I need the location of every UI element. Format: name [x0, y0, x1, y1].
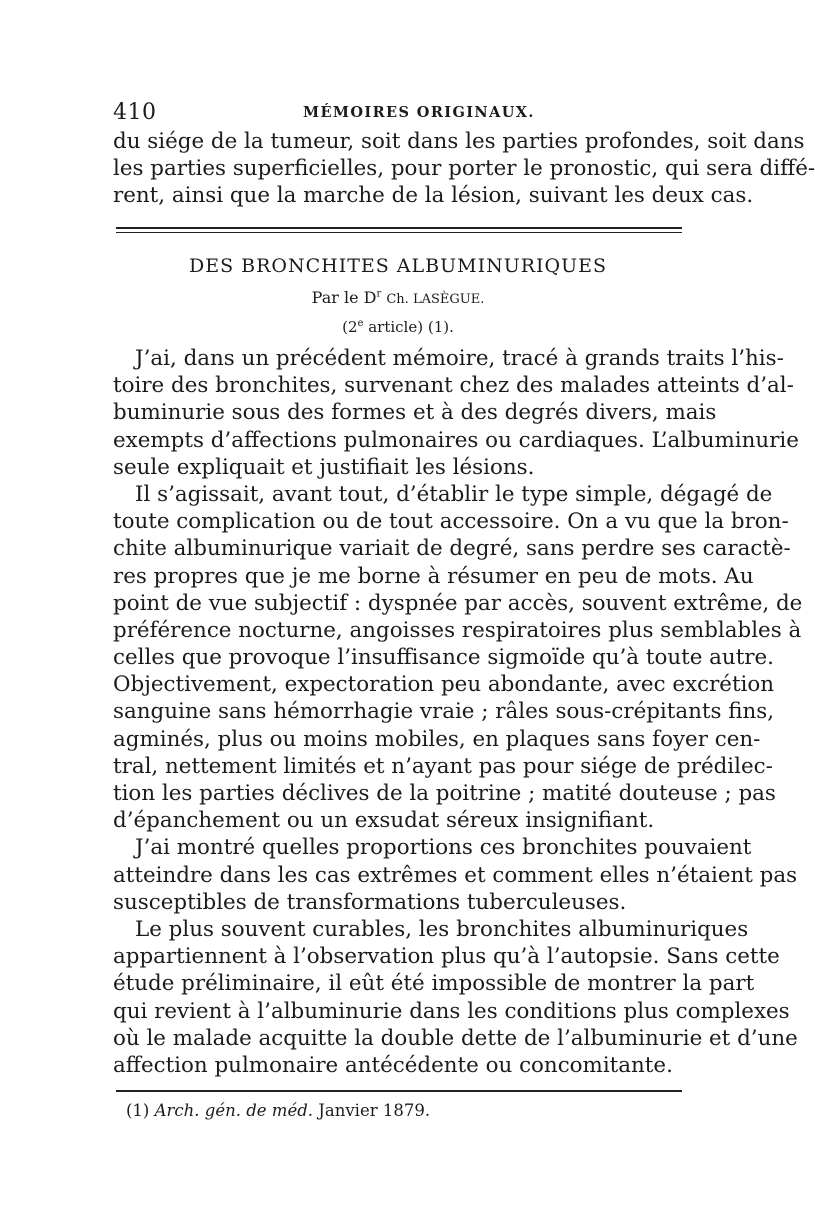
page-number: 410 [113, 100, 157, 125]
footnote-divider [116, 1090, 682, 1092]
text-line: affection pulmonaire antécédente ou concomitante. [113, 1052, 673, 1078]
article-note [113, 318, 683, 336]
text-line: rent, ainsi que la marche de la lésion, suivant les deux cas. [113, 183, 754, 209]
footnote [126, 1101, 686, 1120]
text-line: point de vue subjectif : dyspnée par accès, souvent extrême, de [113, 590, 803, 616]
text-line: du siége de la tumeur, soit dans les parties profondes, soit dans [113, 129, 805, 154]
text-line: agminés, plus ou moins mobiles, en plaques sans foyer cen- [113, 726, 761, 752]
author-title-sup: r [376, 288, 382, 300]
text-line: les parties superficielles, pour porter le pronostic, qui sera diffé- [113, 156, 815, 182]
note-open: (2 [342, 318, 358, 336]
note-sup: e [357, 318, 364, 329]
article-author [113, 288, 683, 307]
intro-paragraph [113, 128, 815, 210]
text-line: chite albuminurique variait de degré, sans perdre ses caractè- [113, 536, 791, 562]
text-line: tral, nettement limités et n’ayant pas pour siége de prédilec- [113, 753, 773, 779]
text-line: exempts d’affections pulmonaires ou cardiaques. L’albuminurie [113, 427, 799, 453]
text-line: atteindre dans les cas extrêmes et comment elles n’étaient pas [113, 862, 798, 888]
author-name: Ch. LASÈGUE. [386, 292, 485, 307]
text-line: tion les parties déclives de la poitrine ; matité douteuse ; pas [113, 781, 776, 806]
text-line: susceptibles de transformations tuberculeuses. [113, 889, 627, 915]
text-line: Objectivement, expectoration peu abondante, avec excrétion [113, 672, 775, 698]
author-prefix: Par le D [311, 288, 377, 307]
text-line: toire des bronchites, survenant chez des malades atteints d’al- [113, 373, 794, 399]
text-line: seule expliquait et justifiait les lésions. [113, 454, 535, 480]
running-title: MÉMOIRES ORIGINAUX. [303, 104, 535, 121]
text-line: sanguine sans hémorrhagie vraie ; râles sous-crépitants fins, [113, 699, 775, 725]
text-line: Le plus souvent curables, les bronchites albuminuriques [135, 916, 749, 942]
text-line: préférence nocturne, angoisses respiratoires plus semblables à [113, 617, 802, 643]
text-line: buminurie sous des formes et à des degrés divers, mais [113, 400, 717, 426]
section-divider [116, 227, 682, 233]
footnote-marker: (1) [126, 1101, 150, 1120]
footnote-date: Janvier 1879. [318, 1101, 431, 1120]
text-line: Il s’agissait, avant tout, d’établir le type simple, dégagé de [135, 481, 773, 507]
text-line: res propres que je me borne à résumer en peu de mots. Au [113, 563, 754, 589]
article-title: DES BRONCHITES ALBUMINURIQUES [188, 255, 608, 277]
text-line: où le malade acquitte la double dette de l’albuminurie et d’une [113, 1025, 798, 1051]
footnote-source: Arch. gén. de méd. [154, 1101, 314, 1120]
note-rest: article) (1). [363, 318, 454, 336]
text-line: étude préliminaire, il eût été impossible de montrer la part [113, 971, 755, 997]
article-body [113, 345, 803, 1079]
page-header [113, 100, 683, 126]
text-line: J’ai montré quelles proportions ces bronchites pouvaient [135, 835, 752, 861]
text-line: d’épanchement ou un exsudat séreux insignifiant. [113, 808, 655, 834]
text-line: appartiennent à l’observation plus qu’à l’autopsie. Sans cette [113, 944, 780, 970]
text-line: J’ai, dans un précédent mémoire, tracé à grands traits l’his- [135, 346, 784, 371]
text-line: celles que provoque l’insuffisance sigmoïde qu’à toute autre. [113, 645, 774, 671]
text-line: qui revient à l’albuminurie dans les conditions plus complexes [113, 998, 790, 1024]
text-line: toute complication ou de tout accessoire. On a vu que la bron- [113, 509, 789, 535]
